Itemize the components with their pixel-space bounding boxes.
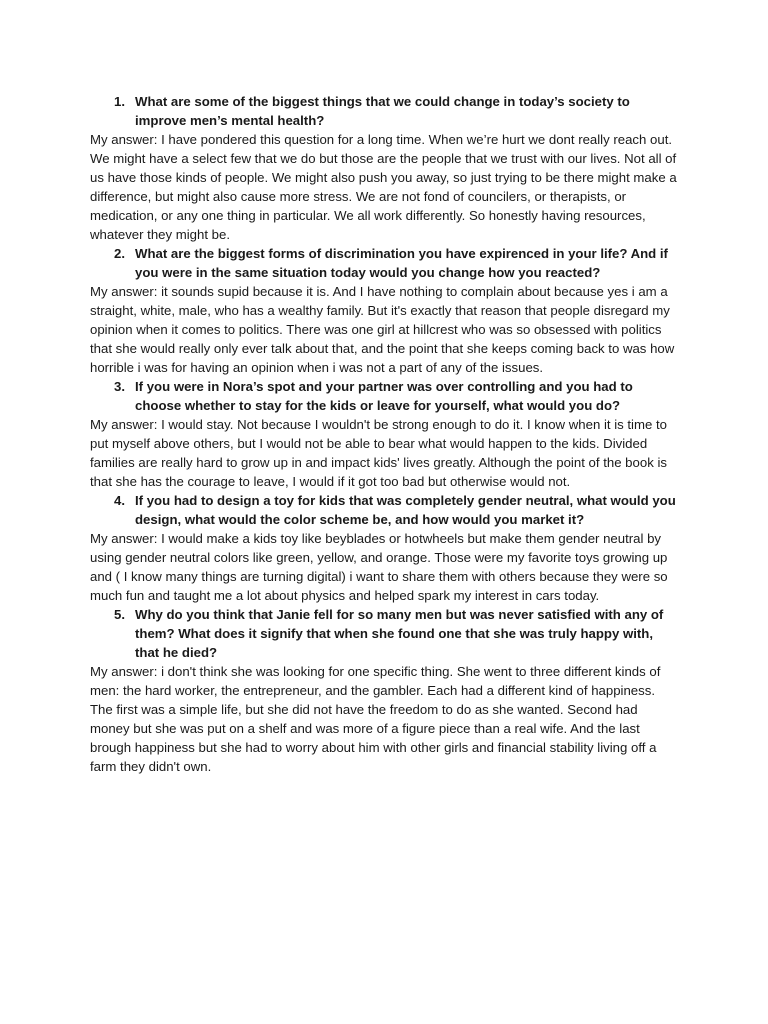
document-page (90, 92, 680, 776)
question-1 (90, 92, 680, 130)
question-number-2: 2. (114, 246, 125, 261)
answer-3: My answer: I would stay. Not because I wouldn't be strong enough to do it. I know when it is time to put myself above others, but I would not be able to bear what would happen to the kids. Divided families are really hard to grow up in and impact kids' lives greatly. Although the point of the book is that she has the courage to leave, I would if it got too bad but otherwise would not. (90, 417, 667, 489)
question-text-4: If you had to design a toy for kids that was completely gender neutral, what would you design, what would the color scheme be, and how would you market it? (135, 493, 676, 527)
answer-4: My answer: I would make a kids toy like beyblades or hotwheels but make them gender neutral by using gender neutral colors like green, yellow, and orange. Those were my favorite toys growing up and ( I know many things are turning digital) i want to share them with others because they were so much fun and taught me a lot about physics and helped spark my interest in cars today. (90, 531, 668, 603)
qa-item-5 (90, 605, 680, 776)
question-2 (90, 244, 680, 282)
question-text-3: If you were in Nora’s spot and your partner was over controlling and you had to choose whether to stay for the kids or leave for yourself, what would you do? (135, 379, 633, 413)
qa-item-2 (90, 244, 680, 377)
question-number-1: 1. (114, 94, 125, 109)
question-5 (90, 605, 680, 662)
question-3 (90, 377, 680, 415)
question-number-5: 5. (114, 607, 125, 622)
qa-item-4 (90, 491, 680, 605)
qa-item-3 (90, 377, 680, 491)
question-text-2: What are the biggest forms of discrimination you have expirenced in your life? And if you were in the same situation today would you change how you reacted? (135, 246, 668, 280)
qa-item-1 (90, 92, 680, 244)
question-number-4: 4. (114, 493, 125, 508)
question-number-3: 3. (114, 379, 125, 394)
question-text-5: Why do you think that Janie fell for so many men but was never satisfied with any of them? What does it signify that when she found one that she was truly happy with, that he died? (135, 607, 664, 660)
answer-5: My answer: i don't think she was looking for one specific thing. She went to three different kinds of men: the hard worker, the entrepreneur, and the gambler. Each had a different kind of happiness. The first was a simple life, but she did not have the freedom to do as she wanted. Second had money but she was put on a shelf and was more of a figure piece than a real wife. And the last brough happiness but she had to worry about him with other girls and financial stability living off a farm they didn't own. (90, 664, 661, 774)
answer-2: My answer: it sounds supid because it is. And I have nothing to complain about because yes i am a straight, white, male, who has a wealthy family. But it's exactly that reason that people disregard my opinion when it comes to politics. There was one girl at hillcrest who was so obsessed with politics that she would really only ever talk about that, and the point that she keeps coming back to was how horrible i was for having an opinion when i was not a part of any of the issues. (90, 284, 675, 375)
question-text-1: What are some of the biggest things that we could change in today’s society to improve men’s mental health? (135, 94, 630, 128)
answer-1: My answer: I have pondered this question for a long time. When we’re hurt we dont really reach out. We might have a select few that we do but those are the people that we trust with our lives. Not all of us have those kinds of people. We might also push you away, so just trying to be there might make a difference, but might also cause more stress. We are not fond of councilers, or therapists, or medication, or any one thing in particular. We all work differently. So honestly having resources, whatever they might be. (90, 132, 677, 242)
question-4 (90, 491, 680, 529)
